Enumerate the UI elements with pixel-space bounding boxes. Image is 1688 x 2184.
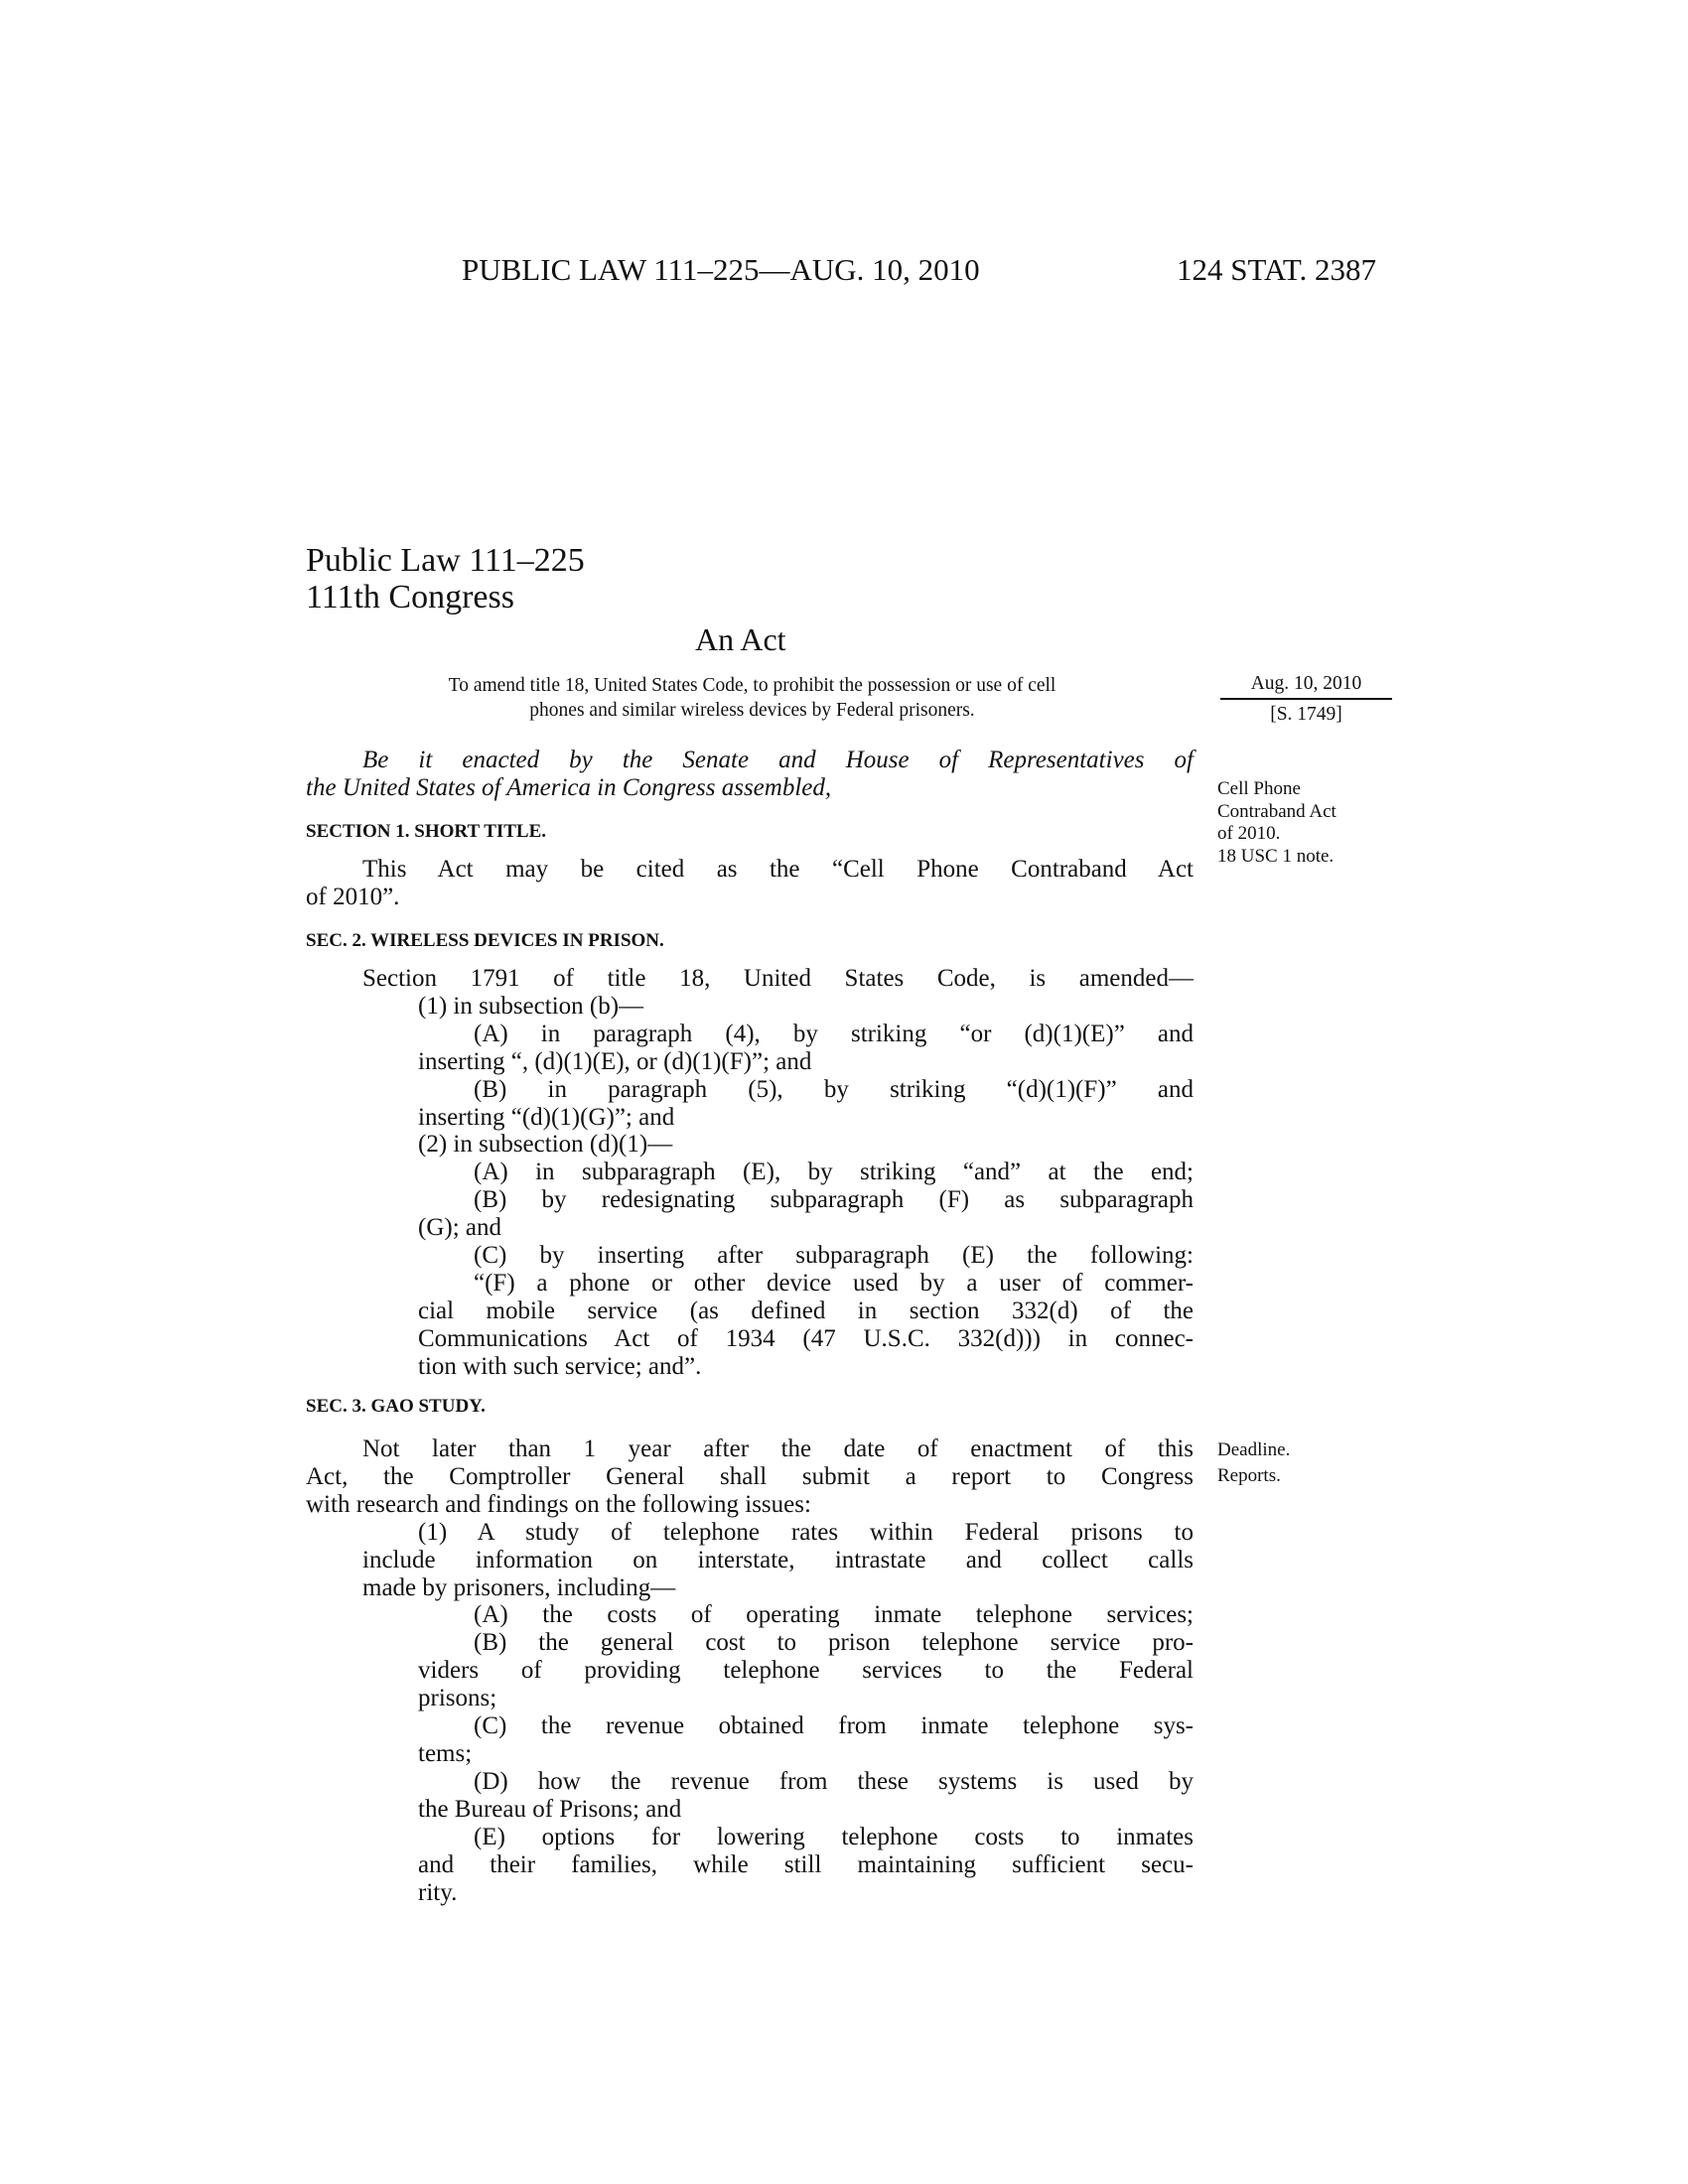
bill-number: [S. 1749] — [1270, 704, 1342, 725]
text-line: (2) in subsection (d)(1)— — [418, 1131, 673, 1159]
enactment-date-box — [1220, 673, 1392, 726]
section-1-body — [306, 856, 1194, 911]
text-line: viders of providing telephone services to the Federal — [418, 1657, 1194, 1685]
date-rule — [1220, 698, 1392, 700]
text-line: (C) by inserting after subparagraph (E) the following: — [474, 1242, 1194, 1270]
margin-note-line: 18 USC 1 note. — [1217, 845, 1335, 867]
section-1-heading: SECTION 1. SHORT TITLE. — [306, 821, 547, 842]
margin-note-sec3 — [1217, 1437, 1290, 1489]
law-identification — [306, 542, 585, 615]
text-line: “(F) a phone or other device used by a user of commer- — [474, 1269, 1194, 1297]
margin-note-line: of 2010. — [1217, 823, 1281, 845]
section-2-body — [306, 965, 1194, 1381]
purpose-line: phones and similar wireless devices by Federal prisoners. — [529, 700, 975, 721]
margin-note-line: Cell Phone — [1217, 778, 1301, 799]
section-3-heading: SEC. 3. GAO STUDY. — [306, 1396, 486, 1417]
margin-note-short-title — [1217, 778, 1336, 868]
margin-note-line: Deadline. — [1217, 1439, 1291, 1460]
text-line: inserting “, (d)(1)(E), or (d)(1)(F)”; and — [418, 1047, 812, 1075]
text-line: Not later than 1 year after the date of enactment of this — [362, 1435, 1194, 1462]
enacting-clause — [306, 747, 1194, 802]
text-line: made by prisoners, including— — [362, 1573, 676, 1601]
text-line: (B) by redesignating subparagraph (F) as subparagraph — [474, 1186, 1194, 1214]
statute-page-number: 124 STAT. 2387 — [1177, 252, 1377, 287]
margin-note-line: Contraband Act — [1217, 800, 1336, 822]
text-line: the United States of America in Congress assembled, — [306, 773, 832, 801]
text-line: Section 1791 of title 18, United States Code, is amended— — [362, 965, 1194, 992]
text-line: Communications Act of 1934 (47 U.S.C. 332(d))) in connec- — [418, 1324, 1194, 1352]
text-line: and their families, while still maintaining sufficient secu- — [418, 1850, 1194, 1878]
text-line: This Act may be cited as the “Cell Phone Contraband Act — [362, 856, 1194, 883]
section-2-heading: SEC. 2. WIRELESS DEVICES IN PRISON. — [306, 930, 664, 951]
text-line: (1) in subsection (b)— — [418, 992, 644, 1020]
text-line: with research and findings on the following issues: — [306, 1490, 811, 1518]
text-line: (A) the costs of operating inmate telephone services; — [474, 1601, 1194, 1629]
text-line: (D) how the revenue from these systems is used by — [474, 1767, 1194, 1795]
text-line: Act, the Comptroller General shall submit a report to Congress — [306, 1462, 1194, 1490]
an-act-title: An Act — [695, 621, 786, 657]
text-line: tion with such service; and”. — [418, 1352, 702, 1380]
text-line: (G); and — [418, 1214, 501, 1242]
text-line: (A) in subparagraph (E), by striking “and” at the end; — [474, 1159, 1194, 1186]
text-line: (A) in paragraph (4), by striking “or (d)(1)(E)” and — [474, 1020, 1194, 1047]
text-line: rity. — [418, 1878, 458, 1906]
text-line: of 2010”. — [306, 883, 400, 910]
text-line: prisons; — [418, 1685, 497, 1712]
text-line: (1) A study of telephone rates within Federal prisons to — [418, 1518, 1194, 1546]
act-purpose — [348, 673, 1157, 723]
public-law-number: Public Law 111–225 — [306, 542, 585, 579]
text-line: (C) the revenue obtained from inmate telephone sys- — [474, 1712, 1194, 1740]
enactment-date: Aug. 10, 2010 — [1250, 673, 1362, 694]
text-line: (B) in paragraph (5), by striking “(d)(1)(F)” and — [474, 1075, 1194, 1103]
text-line: include information on interstate, intrastate and collect calls — [362, 1546, 1194, 1573]
text-line: Be it enacted by the Senate and House of Representatives of — [362, 747, 1194, 773]
purpose-line: To amend title 18, United States Code, to prohibit the possession or use of cell — [448, 675, 1056, 696]
text-line: the Bureau of Prisons; and — [418, 1795, 682, 1823]
congress-number: 111th Congress — [306, 579, 514, 615]
text-line: (E) options for lowering telephone costs to inmates — [474, 1823, 1194, 1850]
text-line: inserting “(d)(1)(G)”; and — [418, 1103, 675, 1131]
section-3-body — [306, 1435, 1194, 1906]
text-line: (B) the general cost to prison telephone service pro- — [474, 1629, 1194, 1657]
running-header-title: PUBLIC LAW 111–225—AUG. 10, 2010 — [462, 252, 980, 287]
text-line: cial mobile service (as defined in section 332(d) of the — [418, 1297, 1194, 1324]
margin-note-line: Reports. — [1217, 1465, 1281, 1486]
text-line: tems; — [418, 1739, 473, 1767]
